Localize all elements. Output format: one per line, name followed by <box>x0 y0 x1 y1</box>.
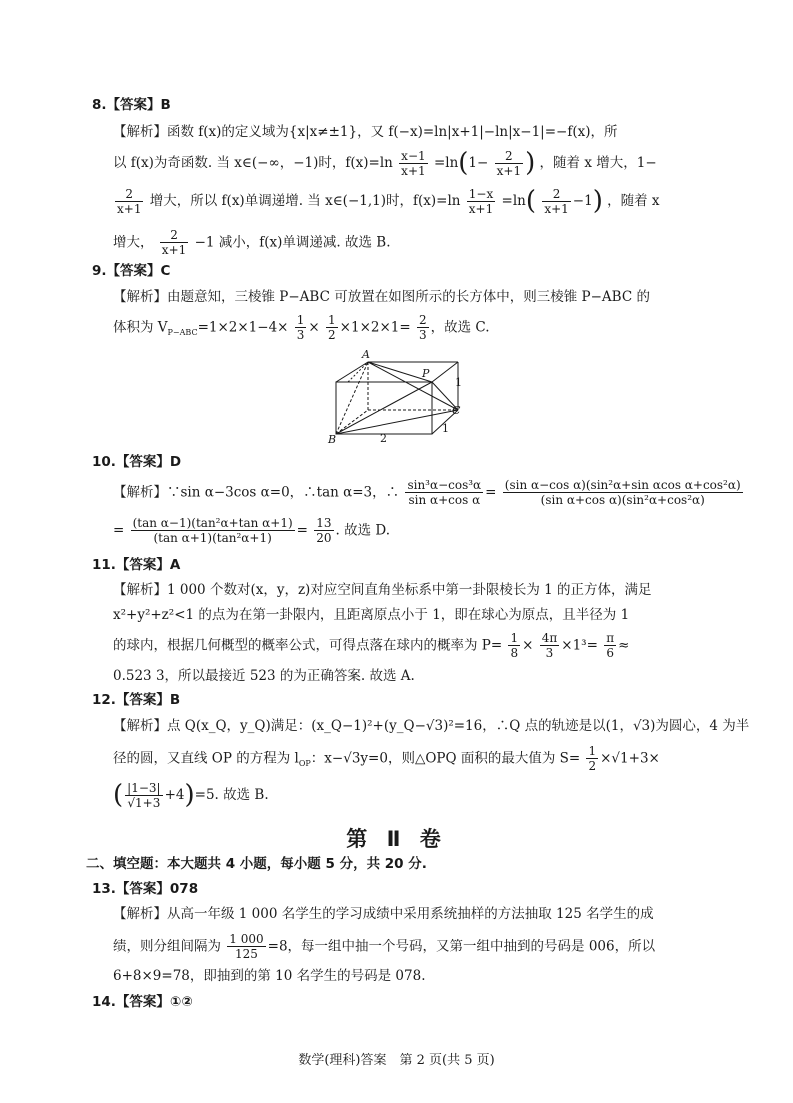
fraction: $\frac{4\pi}{3}$ <box>541 631 558 661</box>
q11-line3: 的球内，根据几何概型的概率公式，可得点落在球内的概率为 P= $\frac{1}{8}$ × $\frac{4\pi}{3}$ ×1³= $\frac{\pi}{6}$ ≈ <box>113 631 630 661</box>
fraction: $\frac{\text{(sin α−cos α)(sin²α+sin αcos α+cos²α)}}{\text{(sin α+cos α)(sin²α+cos²α)}}$ <box>504 478 741 508</box>
fraction: $\frac{\text{sin³α−cos³α}}{\text{sin α+cos α}}$ <box>407 478 482 508</box>
q13-line3: 6+8×9=78，即抽到的第 10 名学生的号码是 078. <box>113 968 426 984</box>
q14-answer: 14.【答案】①② <box>92 994 193 1010</box>
fraction: $\frac{x-1}{x+1}$ <box>401 148 426 179</box>
fraction: $\frac{2}{x+1}$ <box>161 228 187 258</box>
label-C: C <box>452 404 461 417</box>
q11-line4: 0.523 3，所以最接近 523 的为正确答案. 故选 A. <box>113 668 415 684</box>
q8-line1: 【解析】函数 f(x)的定义域为{x|x≠±1}，又 f(−x)=ln|x+1|−ln|x−1|=−f(x)，所 <box>113 124 618 140</box>
fraction: $\frac{1-x}{x+1}$ <box>468 186 494 217</box>
fraction: $\frac{\text{(tan α−1)(tan²α+tan α+1)}}{\text{(tan α+1)(tan²α+1)}}$ <box>132 516 293 546</box>
q13-line1: 【解析】从高一年级 1 000 名学生的学习成绩中采用系统抽样的方法抽取 125 名学生的成 <box>113 906 654 922</box>
fraction: $\frac{2}{x+1}$ <box>496 148 522 179</box>
q10-line1: 【解析】∵sin α−3cos α=0，∴tan α=3，∴ $\frac{\text{sin³α−cos³α}}{\text{sin α+cos α}}$ = $\frac{\text{(sin α−cos α)(sin²α+sin αcos α+cos²α)}}{\text{(sin α+cos α)(sin²α+cos²α)}}$ <box>113 478 741 508</box>
q8-line2: 以 f(x)为奇函数. 当 x∈(−∞，−1)时，f(x)=ln $\frac{x-1}{x+1}$ =ln(1− $\frac{2}{x+1}$ ) ，随着 x 增大，1− <box>113 148 657 179</box>
q10-line2: = $\frac{\text{(tan α−1)(tan²α+tan α+1)}}{\text{(tan α+1)(tan²α+1)}}$ = $\frac{13}{20}$ . 故选 D. <box>113 516 391 546</box>
label-len2: 2 <box>380 432 387 444</box>
fraction: $\frac{2}{x+1}$ <box>117 186 142 217</box>
q13-answer: 13.【答案】078 <box>92 881 199 897</box>
q12-line1: 【解析】点 Q(x_Q，y_Q)满足：(x_Q−1)²+(y_Q−√3)²=16，∴Q 点的轨迹是以(1，√3)为圆心，4 为半 <box>113 718 750 734</box>
q11-line2: x²+y²+z²<1 的点为在第一卦限内，且距离原点小于 1，即在球心为原点，且半径为 1 <box>113 607 630 623</box>
q11-line1: 【解析】1 000 个数对(x，y，z)对应空间直角坐标系中第一卦限棱长为 1 的正方体，满足 <box>113 582 652 598</box>
box-figure <box>326 348 466 444</box>
label-P: P <box>422 367 430 380</box>
fraction: $\frac{2}{3}$ <box>418 313 427 343</box>
q12-line2: 径的圆，又直线 OP 的方程为 $l_{OP}$：x−√3y=0，则△OPQ 面积的最大值为 S= $\frac{1}{2}$ ×√1+3× <box>113 744 660 774</box>
label-len1-right: 1 <box>442 422 449 435</box>
part2-heading: 二、填空题：本大题共 4 小题，每小题 5 分，共 20 分. <box>86 856 427 872</box>
label-B: B <box>328 433 337 444</box>
q12-answer: 12.【答案】B <box>92 692 181 708</box>
fraction: $\frac{1}{2}$ <box>328 313 336 343</box>
fraction: $\frac{1}{3}$ <box>296 313 305 343</box>
q12-line3: ( $\frac{|1-3|}{√1+3}$ +4)=5. 故选 B. <box>113 780 269 811</box>
q8-line4: 增大， $\frac{2}{x+1}$ −1 减小，f(x)单调递减. 故选 B. <box>113 228 391 258</box>
q13-line2: 绩，则分组间隔为 $\frac{1 000}{125}$ =8，每一组中抽一个号码，又第一组中抽到的号码是 006，所以 <box>113 932 656 962</box>
q9-answer: 9.【答案】C <box>92 263 171 279</box>
q11-answer: 11.【答案】A <box>92 557 181 573</box>
page-footer: 数学(理科)答案 第 2 页(共 5 页) <box>298 1053 495 1068</box>
q10-answer: 10.【答案】D <box>92 454 182 470</box>
label-len1-top: 1 <box>455 376 462 389</box>
q9-line1: 【解析】由题意知，三棱锥 P−ABC 可放置在如图所示的长方体中，则三棱锥 P−ABC 的 <box>113 289 650 305</box>
fraction: $\frac{2}{x+1}$ <box>544 186 569 217</box>
label-A: A <box>362 348 370 361</box>
fraction: $\frac{\pi}{6}$ <box>606 631 615 661</box>
q8-answer: 8.【答案】B <box>92 97 171 113</box>
fraction: $\frac{|1-3|}{√1+3}$ <box>127 780 161 811</box>
fraction: $\frac{1 000}{125}$ <box>229 932 264 962</box>
fraction: $\frac{1}{2}$ <box>588 744 597 774</box>
fraction: $\frac{1}{8}$ <box>510 631 519 661</box>
q8-line3: $\frac{2}{x+1}$ 增大，所以 f(x)单调递增. 当 x∈(−1,1)时，f(x)=ln $\frac{1-x}{x+1}$ =ln( $\frac{2}{x+1}$ −1) ，随着 x <box>117 186 660 217</box>
q9-line2: 体积为 $V_{P-ABC}=1\times 2\times 1-4\times$ $\frac{1}{3}$ × $\frac{1}{2}$ ×1×2×1= $\frac{2}{3}$ ，故选 C. <box>113 313 490 343</box>
fraction: $\frac{13}{20}$ <box>316 516 332 546</box>
section-title: 第 Ⅱ 卷 <box>346 827 447 851</box>
